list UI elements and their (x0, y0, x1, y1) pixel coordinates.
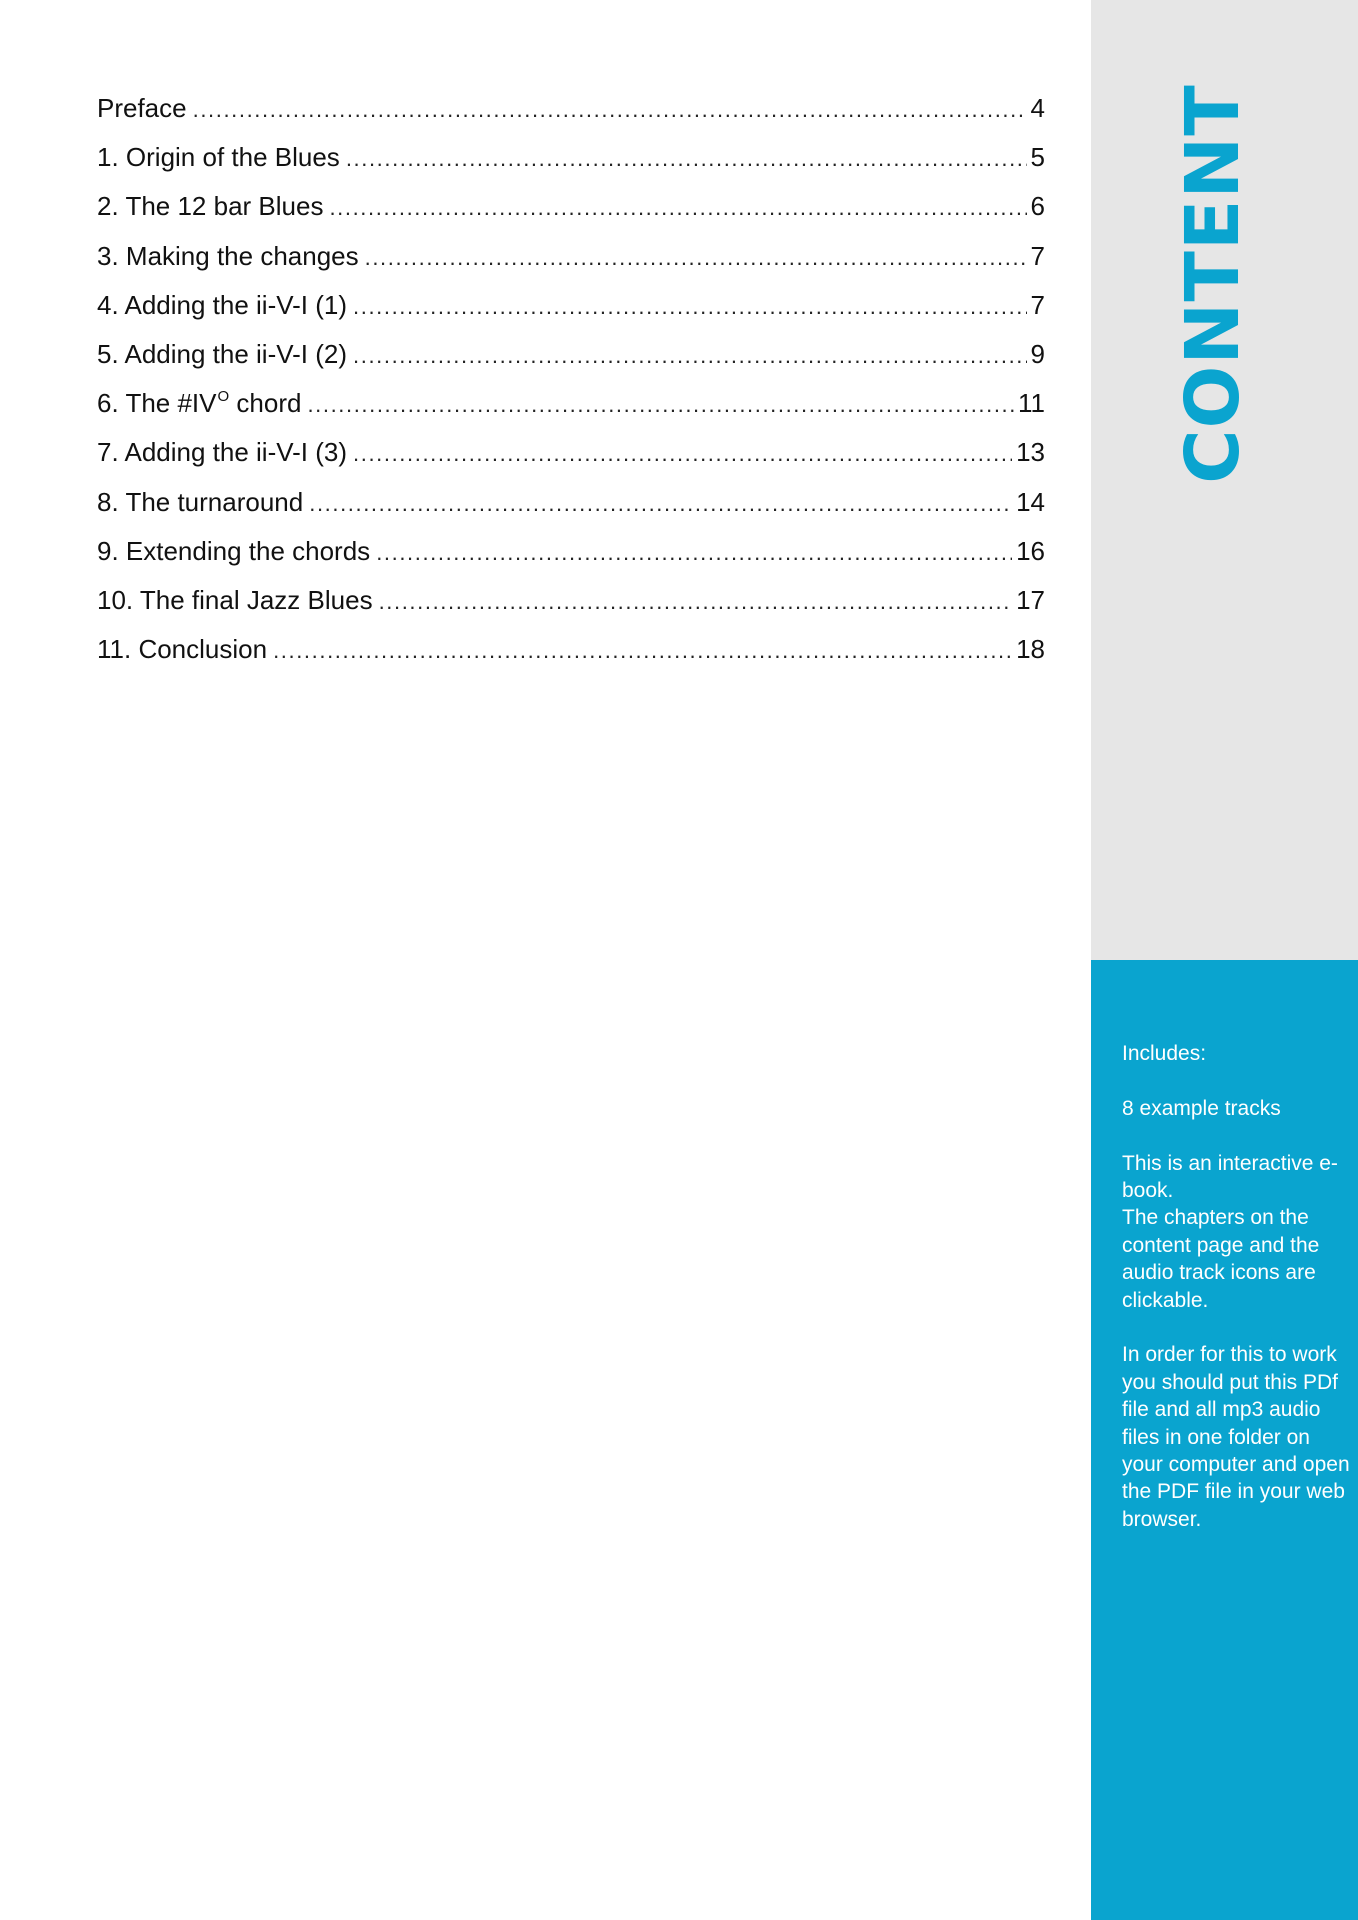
page-title: CONTENT (1170, 84, 1256, 484)
dot-leader (346, 134, 1027, 183)
interactive-note-line-1: This is an interactive e-book. (1122, 1151, 1338, 1202)
dot-leader (307, 380, 1014, 429)
toc-entry-chapter-1[interactable] (97, 133, 1045, 182)
toc-entry-title: 2. The 12 bar Blues (97, 191, 324, 222)
dot-leader (353, 282, 1027, 331)
toc-entry-chapter-3[interactable] (97, 232, 1045, 281)
toc-entry-chapter-7[interactable] (97, 428, 1045, 477)
toc-entry-chapter-10[interactable] (97, 576, 1045, 625)
info-text (1122, 1040, 1350, 1561)
dot-leader (379, 577, 1013, 626)
dot-leader (329, 183, 1026, 232)
toc-entry-page: 7 (1030, 240, 1045, 271)
toc-entry-page: 5 (1030, 142, 1045, 173)
instructions-text: In order for this to work you should put this PDf file and all mp3 audio files in one folder on your computer and open the PDF file in your web browser. (1122, 1343, 1350, 1531)
toc-entry-preface[interactable] (97, 84, 1045, 133)
toc-entry-title-rest: chord (229, 388, 302, 419)
toc-entry-page: 11 (1018, 388, 1045, 419)
toc-entry-chapter-4[interactable] (97, 281, 1045, 330)
dot-leader (376, 528, 1012, 577)
toc-entry-page: 13 (1016, 437, 1045, 468)
dot-leader (193, 85, 1027, 134)
toc-entry-page: 7 (1030, 289, 1045, 320)
toc-entry-title: 7. Adding the ii-V-I (3) (97, 437, 348, 468)
interactive-note-line-2: The chapters on the content page and the audio track icons are clickable. (1122, 1206, 1320, 1312)
dot-leader (273, 626, 1012, 675)
toc-entry-chapter-9[interactable] (97, 527, 1045, 576)
table-of-contents (97, 84, 1045, 674)
toc-entry-title: 10. The final Jazz Blues (97, 584, 373, 615)
toc-entry-chapter-11[interactable] (97, 625, 1045, 674)
toc-entry-title: 3. Making the changes (97, 240, 359, 271)
toc-entry-chapter-5[interactable] (97, 330, 1045, 379)
dot-leader (353, 331, 1027, 380)
toc-entry-title (97, 379, 301, 428)
toc-entry-title: 1. Origin of the Blues (97, 142, 340, 173)
toc-entry-page: 16 (1016, 535, 1045, 566)
toc-entry-title: 5. Adding the ii-V-I (2) (97, 338, 348, 369)
diminished-symbol: O (217, 388, 230, 406)
includes-label: Includes: (1122, 1042, 1207, 1065)
sidebar-info-panel (1091, 960, 1358, 1920)
toc-entry-page: 18 (1016, 634, 1045, 665)
toc-entry-title: 11. Conclusion (97, 634, 268, 665)
toc-entry-chapter-6[interactable] (97, 379, 1045, 428)
toc-entry-page: 17 (1016, 584, 1045, 615)
interactive-note (1122, 1150, 1350, 1314)
toc-entry-title-main: 6. The #IV (97, 388, 217, 419)
toc-entry-chapter-8[interactable] (97, 478, 1045, 527)
toc-entry-title: 8. The turnaround (97, 486, 304, 517)
toc-entry-page: 9 (1030, 338, 1045, 369)
tracks-text: 8 example tracks (1122, 1096, 1281, 1120)
dot-leader (353, 429, 1012, 478)
toc-entry-page: 6 (1030, 191, 1045, 222)
toc-entry-page: 4 (1030, 93, 1045, 123)
dot-leader (309, 479, 1012, 528)
toc-entry-title: 9. Extending the chords (97, 535, 371, 566)
toc-entry-chapter-2[interactable] (97, 182, 1045, 231)
toc-entry-title: 4. Adding the ii-V-I (1) (97, 289, 348, 320)
dot-leader (365, 233, 1027, 282)
toc-entry-title: Preface (97, 93, 187, 123)
toc-entry-page: 14 (1016, 486, 1045, 517)
